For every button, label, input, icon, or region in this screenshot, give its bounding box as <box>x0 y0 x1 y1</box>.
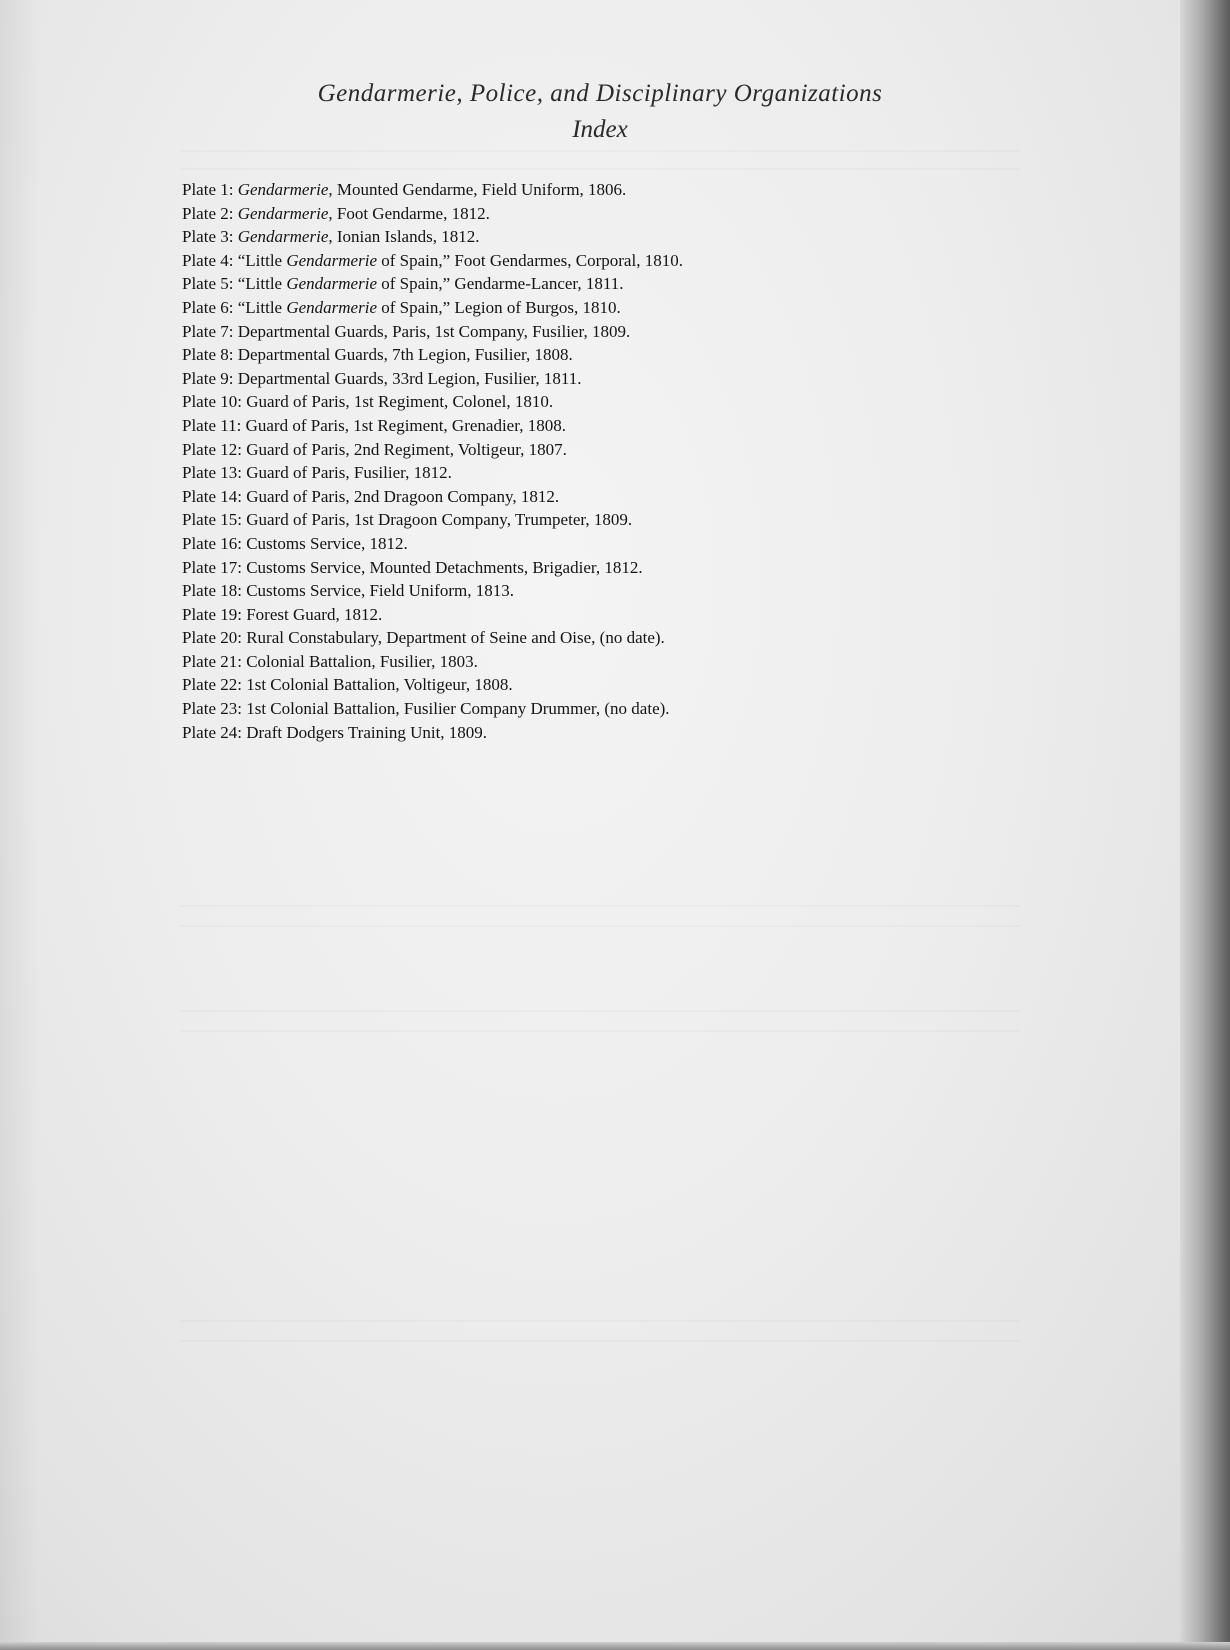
plate-text: Customs Service, 1812. <box>246 533 408 553</box>
plate-text-italic: Gendarmerie <box>237 227 329 247</box>
plate-entry <box>182 414 683 438</box>
plate-text: Guard of Paris, 2nd Dragoon Company, 1812. <box>246 486 560 506</box>
bleed-through-line <box>180 925 1020 927</box>
plate-text: 1st Colonial Battalion, Fusilier Company Drummer, (no date). <box>246 699 670 719</box>
plate-text: of Spain,” Foot Gendarmes, Corporal, 1810. <box>377 250 683 270</box>
plate-number: Plate 15: <box>182 510 242 530</box>
plate-number: Plate 9: <box>182 368 234 388</box>
plate-number: Plate 8: <box>182 345 234 365</box>
page-subtitle: Index <box>572 116 628 143</box>
plate-entry <box>182 272 683 296</box>
plate-text-italic: Gendarmerie <box>286 250 377 270</box>
page-bottom-edge <box>0 1642 1230 1650</box>
plate-text: Colonial Battalion, Fusilier, 1803. <box>246 651 478 671</box>
plate-entry <box>182 485 683 509</box>
plate-entry <box>182 532 683 556</box>
plate-text: Draft Dodgers Training Unit, 1809. <box>246 722 488 742</box>
plate-text-italic: Gendarmerie <box>237 180 329 199</box>
plate-entry <box>182 296 683 320</box>
plate-text: of Spain,” Gendarme-Lancer, 1811. <box>377 274 624 294</box>
plate-entry <box>182 556 683 580</box>
plate-number: Plate 7: <box>182 321 234 341</box>
plate-number: Plate 24: <box>182 722 242 742</box>
plate-text: Departmental Guards, 33rd Legion, Fusilier, 1811. <box>237 368 582 388</box>
plate-entry <box>182 508 683 532</box>
plate-text-italic: Gendarmerie <box>237 203 329 223</box>
bleed-through-line <box>180 905 1020 907</box>
plate-number: Plate 5: <box>182 274 234 294</box>
plate-text: Departmental Guards, Paris, 1st Company, Fusilier, 1809. <box>237 321 631 341</box>
plate-text: “Little <box>237 250 287 270</box>
plate-entry <box>182 249 683 273</box>
book-gutter <box>1180 0 1230 1650</box>
bleed-through-line <box>180 1030 1020 1032</box>
plate-text: Rural Constabulary, Department of Seine and Oise, (no date). <box>246 628 665 648</box>
plate-number: Plate 4: <box>182 250 234 270</box>
plate-text: Customs Service, Field Uniform, 1813. <box>246 581 514 601</box>
plate-entry <box>182 202 683 226</box>
plate-number: Plate 1: <box>182 180 234 199</box>
plate-text: 1st Colonial Battalion, Voltigeur, 1808. <box>246 675 513 695</box>
plate-text-italic: Gendarmerie <box>286 297 377 317</box>
plate-text: Customs Service, Mounted Detachments, Brigadier, 1812. <box>246 557 643 577</box>
plate-entry <box>182 673 683 697</box>
bleed-through-line <box>180 1010 1020 1012</box>
plate-text: Forest Guard, 1812. <box>246 604 383 624</box>
plate-entry <box>182 320 683 344</box>
bleed-through-line <box>180 1340 1020 1342</box>
plate-entry <box>182 178 683 202</box>
page-title: Gendarmerie, Police, and Disciplinary Organizations <box>317 80 883 107</box>
plate-text: , Mounted Gendarme, Field Uniform, 1806. <box>328 180 627 199</box>
plate-text: “Little <box>237 274 287 294</box>
plate-number: Plate 3: <box>182 227 234 247</box>
plate-text: Guard of Paris, 1st Regiment, Grenadier, 1808. <box>245 415 566 435</box>
plate-text: of Spain,” Legion of Burgos, 1810. <box>377 297 621 317</box>
plate-number: Plate 11: <box>182 415 242 435</box>
plate-number: Plate 14: <box>182 486 242 506</box>
plate-entry <box>182 626 683 650</box>
plate-text: Guard of Paris, 1st Dragoon Company, Trumpeter, 1809. <box>246 510 633 530</box>
plate-number: Plate 13: <box>182 463 242 483</box>
plate-entry <box>182 438 683 462</box>
plate-text: Guard of Paris, Fusilier, 1812. <box>246 463 452 483</box>
plate-entry <box>182 343 683 367</box>
plate-number: Plate 2: <box>182 203 234 223</box>
bleed-through-line <box>180 1320 1020 1322</box>
plate-text: , Ionian Islands, 1812. <box>328 227 480 247</box>
plate-number: Plate 19: <box>182 604 242 624</box>
bleed-through-line <box>180 168 1020 170</box>
plate-index-list <box>182 178 683 744</box>
plate-text: “Little <box>237 297 287 317</box>
plate-entry <box>182 461 683 485</box>
plate-entry <box>182 603 683 627</box>
plate-entry <box>182 721 683 745</box>
plate-text: , Foot Gendarme, 1812. <box>328 203 490 223</box>
plate-entry <box>182 390 683 414</box>
plate-number: Plate 22: <box>182 675 242 695</box>
plate-entry <box>182 650 683 674</box>
plate-text: Guard of Paris, 1st Regiment, Colonel, 1810. <box>246 392 554 412</box>
plate-entry <box>182 697 683 721</box>
plate-entry <box>182 225 683 249</box>
page-edge-shadow <box>0 0 40 1650</box>
plate-number: Plate 21: <box>182 651 242 671</box>
plate-entry <box>182 367 683 391</box>
plate-number: Plate 18: <box>182 581 242 601</box>
plate-number: Plate 20: <box>182 628 242 648</box>
plate-number: Plate 12: <box>182 439 242 459</box>
plate-number: Plate 10: <box>182 392 242 412</box>
plate-number: Plate 17: <box>182 557 242 577</box>
bleed-through-line <box>180 150 1020 152</box>
plate-entry <box>182 579 683 603</box>
plate-text: Guard of Paris, 2nd Regiment, Voltigeur, 1807. <box>246 439 567 459</box>
plate-text-italic: Gendarmerie <box>286 274 377 294</box>
plate-number: Plate 6: <box>182 297 234 317</box>
plate-text: Departmental Guards, 7th Legion, Fusilier, 1808. <box>237 345 573 365</box>
plate-number: Plate 16: <box>182 533 242 553</box>
plate-number: Plate 23: <box>182 699 242 719</box>
